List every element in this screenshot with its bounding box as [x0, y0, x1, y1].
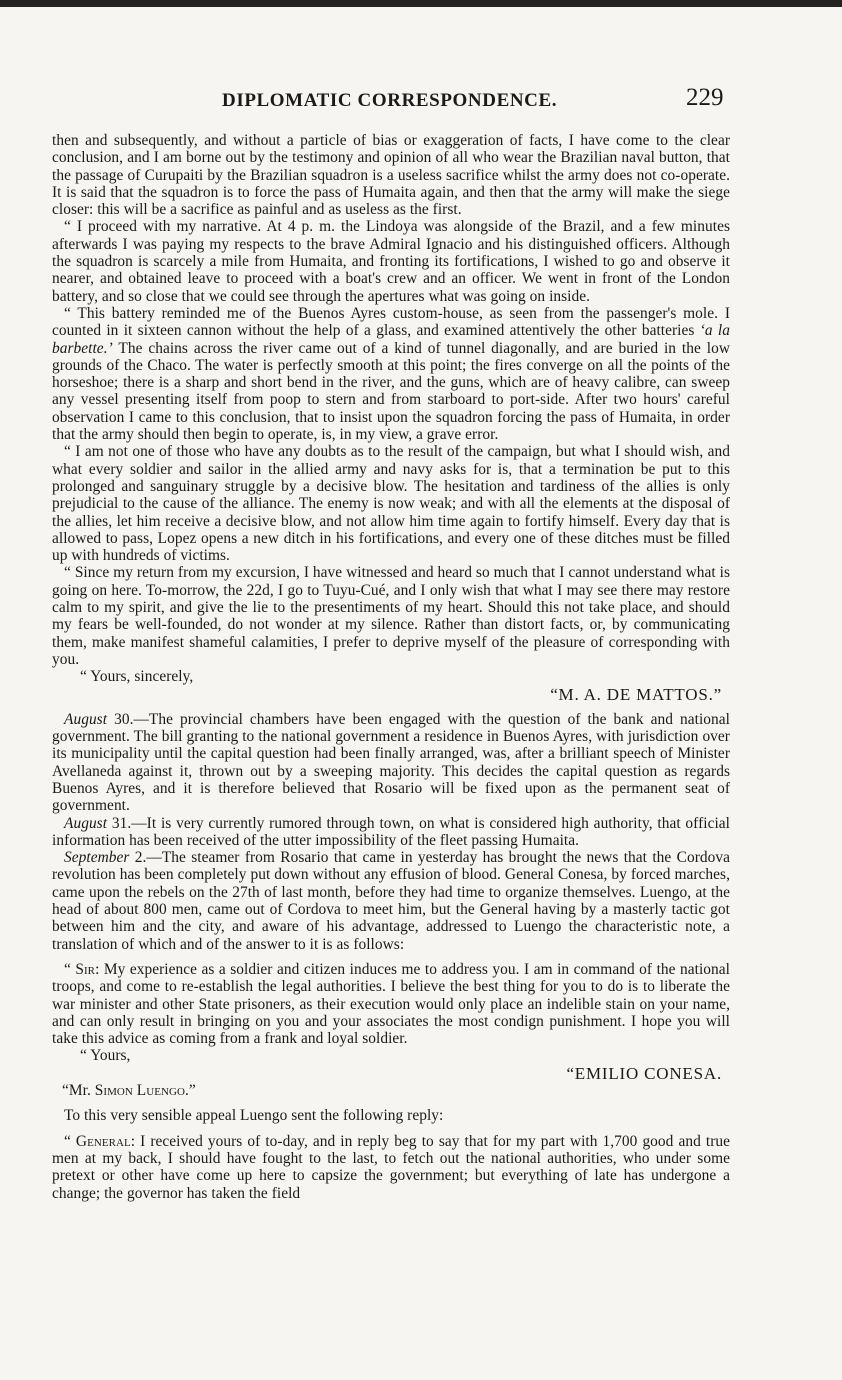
- quoted-letter: [52, 1133, 730, 1202]
- text-run: The chains across the river came out of a kind of tunnel diagonally, and are buried in the low grounds of the Chaco. The water is perfectly smooth at this point; the fires converge on all the points of the horseshoe; there is a sharp and short bend in the river, and the guns, which are of heavy calibre, can sweep any vessel presenting itself from poop to stern and from starboard to port-side. After two hours' careful observation I came to this conclusion, that to insist upon the squadron forcing the pass of Humaita, in order that the army should then begin to operate, is, in my view, a grave error.: [52, 339, 730, 444]
- entry-date: September: [64, 849, 130, 867]
- entry-date: August: [64, 814, 108, 832]
- letter-salutation: “ General:: [64, 1132, 136, 1150]
- page-header: [0, 86, 842, 116]
- paragraph: then and subsequently, and without a particle of bias or exaggeration of facts, I have come to the clear conclusion, and I am borne out by the testimony and opinion of all who wear the Brazilian naval button, that the passage of Curupaiti by the Brazilian squadron is a useless sacrifice whilst the army does not co-operate. It is said that the squadron is to force the pass of Humaita again, and then that the army will make the siege closer: this will be a sacrifice as painful and as useless as the first.: [52, 132, 730, 219]
- addressee-name: Simon Luengo.: [94, 1082, 189, 1100]
- italic-phrase: ‘a la barbette.’: [52, 322, 731, 357]
- letter-text: My experience as a soldier and citizen induces me to address you. I am in command of the national troops, and come to re-establish the legal authorities. I believe the best thing for you to do is to liberate the war minister and other State prisoners, as their execution would only place an indelible stain on your name, and can only result in bringing on you and your associates the most condign punishment. I hope you will take this advice as coming from a frank and loyal soldier.: [52, 960, 730, 1048]
- paragraph: “ Since my return from my excursion, I have witnessed and heard so much that I cannot understand what is going on here. To-morrow, the 22d, I go to Tuyu-Cué, and I only wish that what I may see there may restore calm to my spirit, and give the lie to the presentiments of my heart. Should this not take place, and should my fears be well-founded, do not wonder at my silence. Rather than distort facts, or, by communicating them, make manifest shameful calamities, I prefer to deprive myself of the pleasure of corresponding with you.: [52, 564, 730, 668]
- entry-text: 31.—It is very currently rumored through town, on what is considered high authority, that official information has been received of the utter impossibility of the fleet passing Humaita.: [52, 814, 730, 849]
- entry-text: 2.—The steamer from Rosario that came in yesterday has brought the news that the Cordova revolution has been completely put down without any effusion of blood. General Conesa, by forced marches, came upon the rebels on the 27th of last month, before they had time to organize themselves. Luengo, at the head of about 800 men, came out of Cordova to meet him, but the General having by a masterly tactic got between him and the city, and aware of his advantage, addressed to Luengo the characteristic note, a translation of which and of the answer to it is as follows:: [52, 849, 730, 953]
- paragraph: “ I proceed with my narrative. At 4 p. m. the Lindoya was alongside of the Brazil, and a few minutes afterwards I was paying my respects to the brave Admiral Ignacio and his distinguished officers. Although the squadron is scarcely a mile from Humaita, and fronting its fortifications, I wished to go and observe it nearer, and obtained leave to proceed with a boat's crew and an officer. We went in front of the London battery, and so close that we could see through the apertures what was going on inside.: [52, 218, 730, 305]
- letter-salutation: “ Sir:: [64, 960, 100, 978]
- diary-entry: [52, 849, 730, 953]
- running-title: DIPLOMATIC CORRESPONDENCE.: [222, 90, 558, 111]
- paragraph: [52, 305, 730, 443]
- paragraph: To this very sensible appeal Luengo sent the following reply:: [64, 1107, 444, 1125]
- letter-text: I received yours of to-day, and in reply beg to say that for my part with 1,700 good and true men at my back, I should have fought to the last, to fetch out the national authorities, who under some pretext or other have come up here to capsize the government; but everything of late has undergone a change; the governor has taken the field: [52, 1132, 730, 1202]
- letter-signature: “M. A. DE MATTOS.”: [550, 684, 722, 704]
- text-run: “ This battery reminded me of the Buenos Ayres custom-house, as seen from the passenger's mole. I counted in it sixteen cannon without the help of a glass, and examined attentively the other batteries: [52, 304, 730, 340]
- page-text: [52, 132, 730, 1202]
- diary-entry: [52, 815, 730, 850]
- addressee-prefix: “Mr.: [62, 1082, 95, 1100]
- entry-date: August: [64, 710, 108, 728]
- page-number: 229: [686, 84, 724, 111]
- letter-signature: “EMILIO CONESA.: [566, 1063, 722, 1083]
- letter-closing: “ Yours, sincerely,: [80, 668, 194, 686]
- top-edge-bar: [0, 0, 842, 7]
- addressee-suffix: ”: [188, 1082, 196, 1100]
- letter-addressee: [52, 1082, 730, 1099]
- entry-text: 30.—The provincial chambers have been engaged with the question of the bank and national government. The bill granting to the national government a residence in Buenos Ayres, with jurisdiction over its municipality until the capital question had been finally arranged, was, after a brilliant speech of Minister Avellaneda against it, thrown out by a sweeping majority. This decides the capital question as regards Buenos Ayres, and it is therefore believed that Rosario will be fixed upon as the permanent seat of government.: [52, 710, 730, 815]
- letter-closing: “ Yours,: [80, 1047, 131, 1065]
- quoted-letter: [52, 961, 730, 1047]
- diary-entry: [52, 711, 730, 815]
- paragraph: “ I am not one of those who have any doubts as to the result of the campaign, but what I should wish, and what every soldier and sailor in the allied army and navy asks for is, that a termination be put to this prolonged and sanguinary struggle by a decisive blow. The hesitation and tardiness of the allies is only prejudicial to the cause of the alliance. The enemy is now weak; and with all the elements at the disposal of the allies, let him receive a decisive blow, and not allow him time again to fortify himself. Every day that is allowed to pass, Lopez opens a new ditch in his fortifications, and every one of these ditches must be filled up with hundreds of victims.: [52, 443, 730, 565]
